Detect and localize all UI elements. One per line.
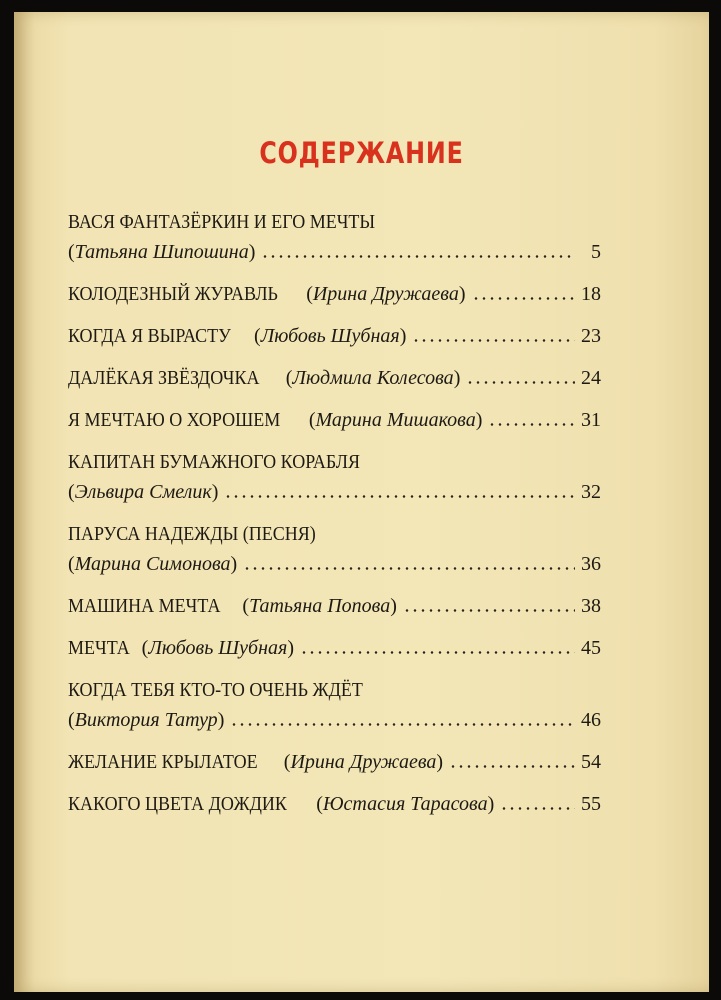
paren-open: ( [68, 481, 75, 503]
entry-author: Татьяна Попова [249, 595, 391, 617]
toc-entry [68, 204, 601, 264]
entry-page-number: 38 [581, 595, 601, 617]
paren-open: ( [242, 595, 250, 617]
table-of-contents [68, 204, 601, 828]
paren-close: ) [399, 325, 407, 347]
leader-dots [243, 567, 575, 570]
toc-entry [68, 276, 601, 306]
entry-author: Любовь Шубная [260, 325, 400, 347]
paren-open: ( [283, 751, 291, 773]
entry-author-group [254, 325, 406, 347]
toc-entry [68, 672, 601, 732]
paren-close: ) [436, 751, 444, 773]
entry-title: ЖЕЛАНИЕ КРЫЛАТОЕ [68, 751, 258, 773]
entry-author: Ирина Дружаева [290, 751, 437, 773]
entry-title-wrap [68, 409, 482, 432]
page-title: СОДЕРЖАНИЕ [259, 136, 464, 170]
toc-entry [68, 444, 601, 504]
entry-author-group [68, 481, 218, 504]
entry-author-group [284, 751, 443, 773]
entry-author-group [316, 793, 494, 815]
entry-title: ПАРУСА НАДЕЖДЫ (ПЕСНЯ) [68, 523, 316, 545]
paren-open: ( [141, 637, 149, 659]
leader-dots [466, 381, 575, 384]
entry-title-wrap [68, 211, 409, 234]
entry-title: ВАСЯ ФАНТАЗЁРКИН И ЕГО МЕЧТЫ [68, 211, 376, 233]
paren-close: ) [390, 595, 397, 617]
paren-open: ( [308, 409, 316, 431]
toc-entry [68, 630, 601, 660]
entry-author-group [142, 637, 294, 659]
paren-close: ) [217, 709, 225, 731]
entry-author-group [242, 595, 397, 617]
paren-close: ) [487, 793, 495, 815]
paren-open: ( [68, 553, 75, 575]
toc-line [68, 360, 601, 390]
entry-author: Марина Симонова [74, 553, 231, 575]
entry-title: МАШИНА МЕЧТА [68, 595, 221, 617]
entry-author: Ирина Дружаева [312, 283, 459, 305]
entry-page-number: 5 [591, 241, 601, 263]
entry-page-number: 23 [581, 325, 601, 347]
entry-title: КОГДА ТЕБЯ КТО-ТО ОЧЕНЬ ЖДЁТ [68, 679, 363, 701]
toc-entry [68, 516, 601, 576]
entry-title-wrap [68, 283, 466, 306]
paren-close: ) [453, 367, 461, 389]
entry-title-wrap [68, 637, 294, 660]
paren-open: ( [316, 793, 323, 815]
paren-open: ( [254, 325, 261, 347]
entry-author: Виктория Татур [74, 709, 218, 731]
entry-author: Людмила Колесова [292, 367, 454, 389]
entry-author: Марина Мишакова [315, 409, 476, 431]
entry-title-wrap [68, 679, 396, 702]
entry-page-number: 55 [581, 793, 601, 815]
entry-title-wrap [68, 451, 392, 474]
entry-author-group [309, 409, 483, 431]
entry-author: Юстасия Тарасова [322, 793, 488, 815]
toc-entry [68, 318, 601, 348]
paren-open: ( [68, 241, 75, 263]
entry-page-number: 18 [581, 283, 601, 305]
toc-line [68, 276, 601, 306]
leader-dots [449, 765, 575, 768]
leader-dots [224, 495, 575, 498]
paren-close: ) [211, 481, 219, 503]
leader-dots [488, 423, 575, 426]
toc-line [68, 204, 601, 234]
toc-line [68, 546, 601, 576]
entry-title: МЕЧТА [68, 637, 130, 659]
toc-line [68, 702, 601, 732]
entry-author-group [68, 241, 255, 264]
paren-open: ( [306, 283, 313, 305]
leader-dots [300, 651, 575, 654]
paren-close: ) [458, 283, 466, 305]
paren-open: ( [285, 367, 293, 389]
entry-author: Любовь Шубная [148, 637, 288, 659]
toc-line [68, 786, 601, 816]
entry-author-group [68, 553, 237, 576]
toc-line [68, 318, 601, 348]
paren-close: ) [475, 409, 483, 431]
toc-line [68, 630, 601, 660]
toc-line [68, 474, 601, 504]
toc-line [68, 444, 601, 474]
leader-dots [230, 723, 575, 726]
entry-title: КОГДА Я ВЫРАСТУ [68, 325, 231, 347]
entry-page-number: 46 [581, 709, 601, 731]
paren-open: ( [68, 709, 75, 731]
entry-title: КАКОГО ЦВЕТА ДОЖДИК [68, 793, 287, 815]
entry-title-wrap [68, 367, 460, 390]
entry-page-number: 45 [581, 637, 601, 659]
entry-title-wrap [68, 325, 406, 348]
entry-author-group [306, 283, 465, 305]
book-page [14, 12, 709, 992]
entry-page-number: 36 [581, 553, 601, 575]
entry-title-wrap [68, 595, 397, 618]
entry-title-wrap [68, 793, 494, 816]
leader-dots [500, 807, 575, 810]
toc-line [68, 588, 601, 618]
entry-author-group [68, 709, 224, 732]
paren-close: ) [287, 637, 294, 659]
entry-title: КАПИТАН БУМАЖНОГО КОРАБЛЯ [68, 451, 361, 473]
leader-dots [403, 609, 575, 612]
entry-title-wrap [68, 523, 343, 546]
paren-close: ) [230, 553, 238, 575]
toc-entry [68, 402, 601, 432]
toc-line [68, 402, 601, 432]
entry-page-number: 32 [581, 481, 601, 503]
toc-line [68, 234, 601, 264]
leader-dots [261, 255, 575, 258]
entry-title: КОЛОДЕЗНЫЙ ЖУРАВЛЬ [68, 283, 278, 305]
toc-entry [68, 786, 601, 816]
entry-page-number: 24 [581, 367, 601, 389]
entry-author-group [286, 367, 461, 389]
toc-entry [68, 588, 601, 618]
entry-author: Татьяна Шипошина [74, 241, 249, 263]
entry-author: Эльвира Смелик [74, 481, 212, 503]
toc-entry [68, 744, 601, 774]
leader-dots [472, 297, 576, 300]
entry-page-number: 31 [581, 409, 601, 431]
toc-line [68, 516, 601, 546]
toc-line [68, 744, 601, 774]
entry-title: Я МЕЧТАЮ О ХОРОШЕМ [68, 409, 281, 431]
entry-title-wrap [68, 751, 443, 774]
leader-dots [412, 339, 575, 342]
paren-close: ) [248, 241, 256, 263]
entry-page-number: 54 [581, 751, 601, 773]
toc-entry [68, 360, 601, 390]
toc-line [68, 672, 601, 702]
entry-title: ДАЛЁКАЯ ЗВЁЗДОЧКА [68, 367, 260, 389]
